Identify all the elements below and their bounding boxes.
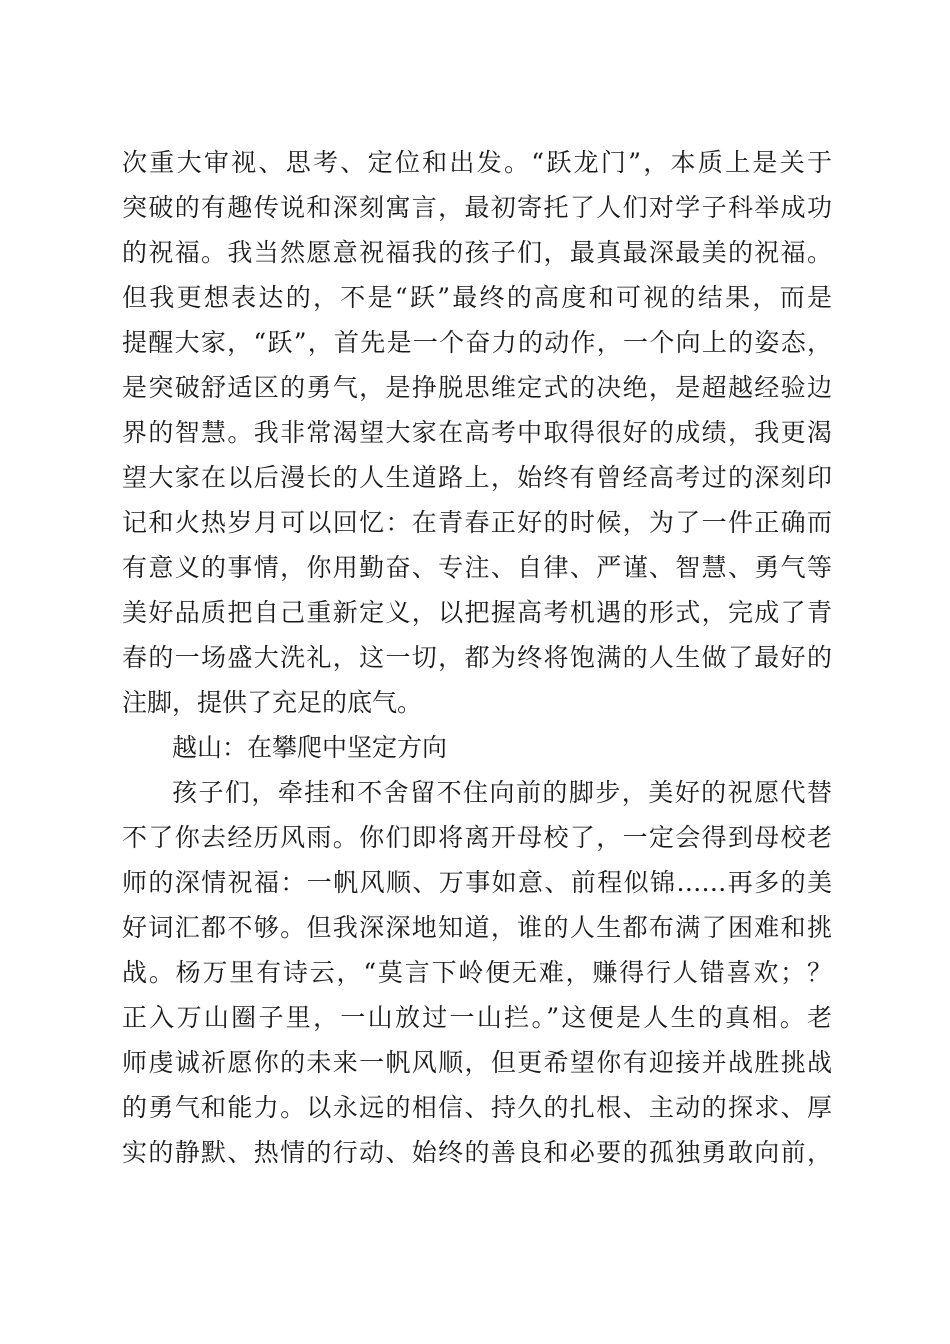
- text-line: 注脚，提供了充足的底气。: [122, 688, 423, 717]
- document-body: [122, 140, 832, 1175]
- text-line: 正入万山圈子里，一山放过一山拦。”这便是人生的真相。老: [122, 1003, 832, 1032]
- text-line: 战。杨万里有诗云，“莫言下岭便无难，赚得行人错喜欢；？: [122, 958, 832, 987]
- text-line: 孩子们，牵挂和不舍留不住向前的脚步，美好的祝愿代替: [172, 778, 832, 807]
- text-line: 提醒大家，“跃”，首先是一个奋力的动作，一个向上的姿态，: [122, 328, 832, 357]
- text-line: 是突破舒适区的勇气，是挣脱思维定式的决绝，是超越经验边: [122, 373, 832, 402]
- text-line: 师虔诚祈愿你的未来一帆风顺，但更希望你有迎接并战胜挑战: [122, 1048, 832, 1077]
- text-line: 次重大审视、思考、定位和出发。“跃龙门”，本质上是关于: [122, 148, 832, 177]
- paragraph-1: [122, 140, 832, 725]
- text-line: 有意义的事情，你用勤奋、专注、自律、严谨、智慧、勇气等: [122, 553, 832, 582]
- text-line: 好词汇都不够。但我深深地知道，谁的人生都布满了困难和挑: [122, 913, 832, 942]
- text-line: 美好品质把自己重新定义，以把握高考机遇的形式，完成了青: [122, 598, 832, 627]
- text-line: 春的一场盛大洗礼，这一切，都为终将饱满的人生做了最好的: [122, 643, 832, 672]
- text-line: 实的静默、热情的行动、始终的善良和必要的孤独勇敢向前，: [122, 1138, 832, 1167]
- section-heading: 越山：在攀爬中坚定方向: [172, 733, 448, 762]
- text-line: 师的深情祝福：一帆风顺、万事如意、前程似锦……再多的美: [122, 868, 832, 897]
- text-line: 望大家在以后漫长的人生道路上，始终有曾经高考过的深刻印: [122, 463, 832, 492]
- paragraph-2: [122, 770, 832, 1175]
- text-line: 但我更想表达的，不是“跃”最终的高度和可视的结果，而是: [122, 283, 832, 312]
- text-line: 不了你去经历风雨。你们即将离开母校了，一定会得到母校老: [122, 823, 832, 852]
- text-line: 的祝福。我当然愿意祝福我的孩子们，最真最深最美的祝福。: [122, 238, 832, 267]
- text-line: 突破的有趣传说和深刻寓言，最初寄托了人们对学子科举成功: [122, 193, 832, 222]
- text-line: 界的智慧。我非常渴望大家在高考中取得很好的成绩，我更渴: [122, 418, 832, 447]
- text-line: 记和火热岁月可以回忆：在青春正好的时候，为了一件正确而: [122, 508, 832, 537]
- text-line: 的勇气和能力。以永远的相信、持久的扎根、主动的探求、厚: [122, 1093, 832, 1122]
